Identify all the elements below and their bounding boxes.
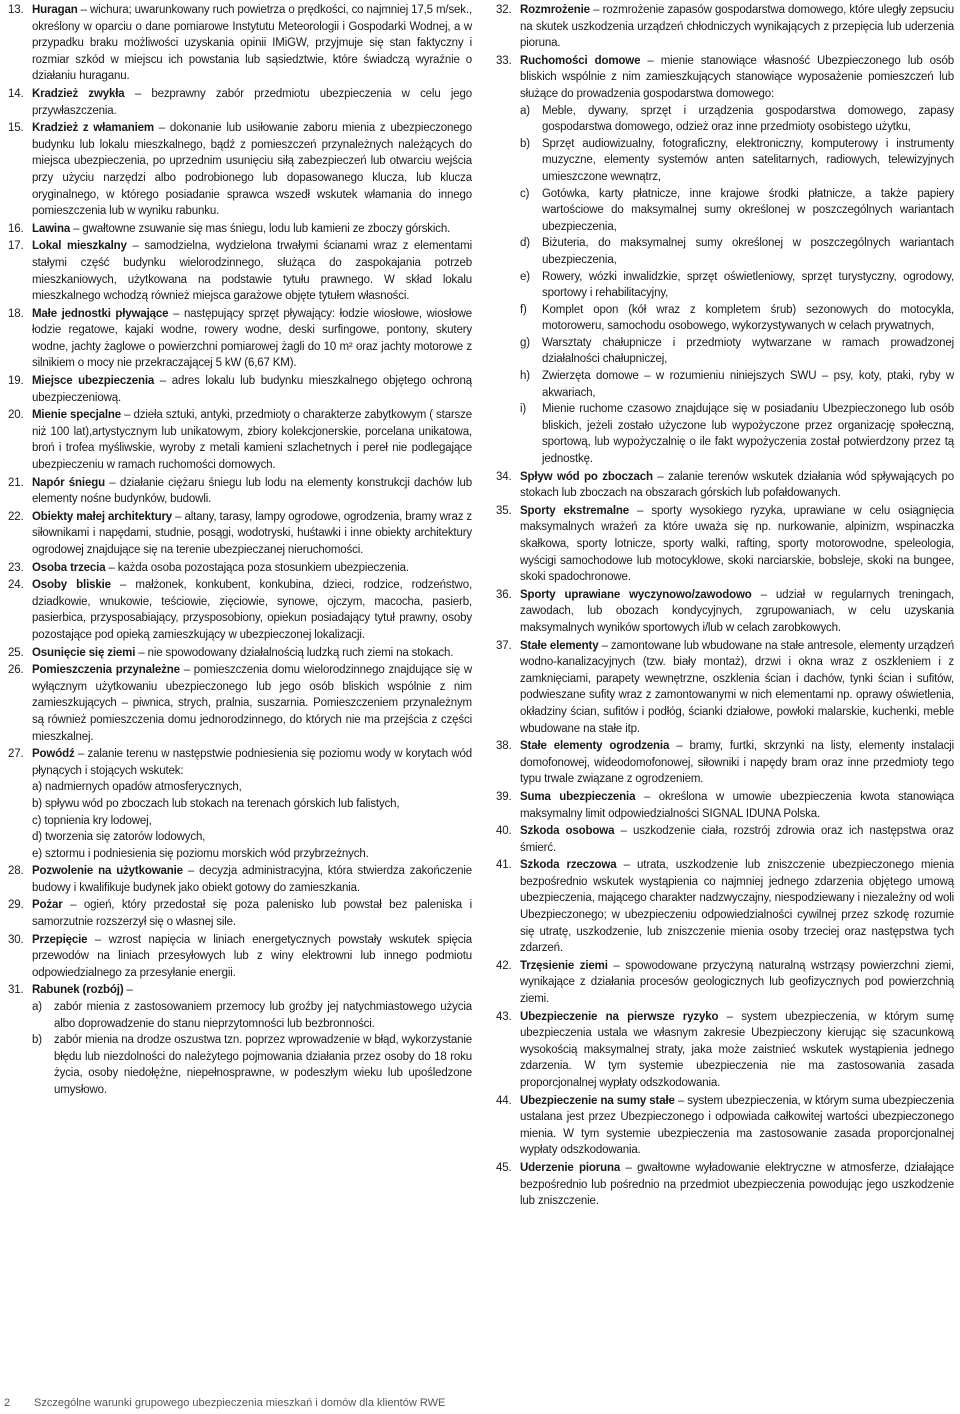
- definition-number: 18.: [8, 307, 24, 320]
- definition-item: [8, 863, 472, 896]
- definition-item: [496, 789, 954, 822]
- definition-term: Suma ubezpieczenia: [520, 790, 636, 803]
- definition-body: [32, 221, 472, 238]
- subitem-letter: b): [520, 137, 530, 150]
- definition-text: –: [123, 984, 133, 997]
- definition-body: [520, 503, 954, 586]
- definition-text: – następujący sprzęt pływający: łodzie wiosłowe, wiosłowe łodzie regatowe, kajaki wodne, rowery wodne, deski surfingowe, pontony, skutery wodne, jachty żaglowe o powierzchni pomiarowej żagli do 10 m² oraz jachty motorowe z silnikiem o mocy nie przekraczającej 5 kW (6,67 KM).: [32, 307, 472, 370]
- definition-number: 20.: [8, 409, 24, 422]
- definition-item: [496, 638, 954, 738]
- definition-text: – działanie ciężaru śniegu lub lodu na elementy konstrukcji dachów lub elementy nośne budynków, budowli.: [32, 476, 472, 506]
- definition-body: [520, 638, 954, 738]
- definition-number: 41.: [496, 859, 512, 872]
- definition-term: Ubezpieczenie na pierwsze ryzyko: [520, 1010, 719, 1023]
- definition-body: [32, 560, 472, 577]
- definition-body: [520, 1160, 954, 1210]
- definition-item: [8, 373, 472, 406]
- definition-item: [496, 738, 954, 788]
- definition-item: [8, 509, 472, 559]
- definition-text: – bramy, furtki, skrzynki na listy, elementy instalacji domofonowej, wideodomofonowej, siłowniki i napędy bram oraz inne przedmioty tego typu trwale związane z ogrodzeniem.: [520, 740, 954, 786]
- subitem-text: zabór mienia z zastosowaniem przemocy lub groźby jej natychmiastowego użycia albo doprowadzenie do stanu nieprzytomności lub bezbronności.: [54, 1001, 472, 1030]
- definition-number: 21.: [8, 476, 24, 489]
- definition-body: [32, 86, 472, 119]
- definition-body: [32, 2, 472, 85]
- definition-subline: a) nadmiernych opadów atmosferycznych,: [32, 781, 242, 794]
- definition-number: 30.: [8, 933, 24, 946]
- left-column: [8, 2, 472, 1100]
- definition-subitem: [520, 401, 954, 467]
- definition-text: – system ubezpieczenia, w którym suma ubezpieczenia ustalana jest przez Ubezpieczonego i odpowiada całkowitej wartości ubezpieczonego mienia. W tym systemie ubezpieczenia ma zastosowanie zasada proporcjonalnej wypłaty odszkodowania.: [520, 1094, 954, 1157]
- definition-number: 26.: [8, 664, 24, 677]
- definition-item: [8, 407, 472, 473]
- definition-term: Miejsce ubezpieczenia: [32, 375, 155, 388]
- definition-body: [32, 373, 472, 406]
- definition-number: 38.: [496, 740, 512, 753]
- definition-term: Kradzież zwykła: [32, 87, 125, 100]
- definition-number: 40.: [496, 825, 512, 838]
- definition-number: 23.: [8, 561, 24, 574]
- definition-subitem: [520, 235, 954, 268]
- definition-term: Kradzież z włamaniem: [32, 122, 154, 135]
- definition-text: – zalanie terenów wskutek działania wód spływających po stokach lub zboczach na obszarach górskich lub pofałdowanych.: [520, 470, 954, 500]
- definition-item: [496, 587, 954, 637]
- definition-text: – nie spowodowany działalnością ludzką ruch ziemi na stokach.: [135, 646, 454, 659]
- page-number: 2: [4, 1397, 11, 1409]
- subitem-letter: a): [32, 1001, 42, 1014]
- definition-item: [8, 662, 472, 745]
- definition-term: Huragan: [32, 4, 78, 16]
- definition-item: [8, 897, 472, 930]
- definition-item: [8, 746, 472, 862]
- definition-body: [32, 509, 472, 559]
- definition-text: – rozmrożenie zapasów gospodarstwa domowego, które uległy zepsuciu na skutek uszkodzenia urządzeń chłodniczych wynikających z przepięcia lub uderzenia pioruna.: [520, 4, 954, 50]
- definition-item: [8, 2, 472, 85]
- definition-body: [520, 53, 954, 468]
- definition-term: Szkoda rzeczowa: [520, 859, 617, 872]
- definition-term: Spływ wód po zboczach: [520, 470, 653, 483]
- subitem-letter: i): [520, 403, 527, 416]
- definition-number: 45.: [496, 1161, 512, 1174]
- definition-item: [496, 503, 954, 586]
- definition-text: – zamontowane lub wbudowane na stałe antresole, elementy urządzeń wodno-kanalizacyjnych (tzw. biały montaż), drzwi i okna wraz z oszkleniem i z zamknięciami, parapety wewnętrzne, oszklenia ścian i dachów, tynki ścian i sufitów, podwieszane sufity wraz z zamontowanymi w nich elementami np. oprawy oświetlenia, okładziny ścian, sufitów i podłóg, ścianki działowe, powłoki malarskie, kuchenki, meble wbudowane na stałe itp.: [520, 639, 954, 735]
- definition-item: [8, 86, 472, 119]
- definition-number: 16.: [8, 222, 24, 235]
- definition-text: – dzieła sztuki, antyki, przedmioty o charakterze zabytkowym ( starsze niż 100 lat),artystycznym lub unikatowym, zbiory kolekcjonerskie, porcelana unikatowa, broń i trofea myśliwskie, wyroby z metali kamieni szlachetnych i pereł nie podlegające ubezpieczeniu w ramach ruchomości domowych.: [32, 409, 473, 472]
- definition-subline: c) topnienia kry lodowej,: [32, 814, 152, 827]
- definition-term: Osoba trzecia: [32, 561, 106, 574]
- subitem-text: Komplet opon (kół wraz z kompletem śrub) sezonowych do motocykla, motoroweru, samochodu osobowego, wykorzystywanych w celach prywatnych,: [542, 303, 954, 333]
- definition-number: 24.: [8, 579, 24, 592]
- definition-term: Lokal mieszkalny: [32, 240, 127, 253]
- definition-text: – każda osoba pozostająca poza stosunkiem ubezpieczenia.: [105, 561, 409, 574]
- definition-subitem: [520, 136, 954, 186]
- definition-body: [520, 469, 954, 502]
- definition-subitem: [32, 1032, 472, 1098]
- definition-number: 43.: [496, 1010, 512, 1023]
- definition-body: [32, 306, 472, 372]
- definition-body: [520, 2, 954, 52]
- definition-body: [32, 746, 472, 862]
- definition-item: [496, 1009, 954, 1092]
- definition-body: [32, 982, 472, 1098]
- definition-number: 31.: [8, 984, 24, 997]
- definition-item: [8, 560, 472, 577]
- definition-number: 17.: [8, 240, 24, 253]
- definition-item: [496, 469, 954, 502]
- definition-item: [8, 645, 472, 662]
- definition-text: – altany, tarasy, lampy ogrodowe, ogrodzenia, bramy wraz z siłownikami i napędami, studnie, posągi, wodotryski, huśtawki i inne obiekty architektury ogrodowej znajdujące się na terenie ubezpieczanej nieruchomości.: [32, 510, 472, 556]
- definition-body: [520, 823, 954, 856]
- definition-number: 34.: [496, 470, 512, 483]
- subitem-letter: e): [520, 270, 530, 283]
- definition-term: Trzęsienie ziemi: [520, 959, 608, 972]
- definition-subline: e) sztormu i podniesienia się poziomu morskich wód przybrzeżnych.: [32, 847, 369, 860]
- definition-term: Szkoda osobowa: [520, 825, 615, 838]
- definition-item: [8, 120, 472, 220]
- definition-term: Ruchomości domowe: [520, 54, 641, 67]
- definition-body: [520, 1009, 954, 1092]
- definition-item: [496, 857, 954, 957]
- definition-number: 13.: [8, 4, 24, 16]
- definition-body: [32, 932, 472, 982]
- definition-text: – bezprawny zabór przedmiotu ubezpieczenia w celu jego przywłaszczenia.: [32, 87, 472, 117]
- definition-term: Powódź: [32, 748, 75, 761]
- subitem-letter: d): [520, 237, 530, 250]
- definition-item: [8, 238, 472, 304]
- definition-item: [8, 475, 472, 508]
- definition-term: Mienie specjalne: [32, 409, 122, 422]
- subitem-text: Warsztaty chałupnicze i przedmioty wytwarzane w ramach prowadzonej działalności chałupniczej,: [542, 336, 954, 366]
- subitem-text: Sprzęt audiowizualny, fotograficzny, elektroniczny, komputerowy i instrumenty muzyczne, elementy systemów anten satelitarnych, radiowych, telewizyjnych umieszczone wewnątrz,: [542, 137, 954, 183]
- definition-item: [496, 958, 954, 1008]
- definition-text: – pomieszczenia domu wielorodzinnego znajdujące się w wyłącznym użytkowaniu ubezpieczonego lub jego osób bliskich wspólnie z nim zamieszkujących – piwnica, strych, pralnia, suszarnia. Pomieszczeniem przynależnym są również pomieszczenia domu jednorodzinnego, do których nie ma przejścia z części mieszkalnej.: [32, 664, 473, 743]
- definition-text: – spowodowane przyczyną naturalną wstrząsy powierzchni ziemi, wynikające z działania procesów geologicznych lub geofizycznych pod powierzchnią ziemi.: [520, 959, 954, 1006]
- definition-text: – uszkodzenie ciała, rozstrój zdrowia oraz ich następstwa oraz śmierć.: [520, 825, 955, 854]
- definition-text: – wichura; uwarunkowany ruch powietrza o prędkości, co najmniej 17,5 m/sek., określony w oparciu o dane pomiarowe Instytutu Meteorologii i Gospodarki Wodnej, a w przypadku braku możliwości uzyskania opinii IMiGW, przyjmuje się stan faktyczny i rozmiar szkód w miejscu ich powstania lub sąsiedztwie, które świadczą wyraźnie o działaniu huraganu.: [32, 4, 472, 83]
- definition-subitem: [520, 368, 954, 401]
- definition-text: – samodzielna, wydzielona trwałymi ścianami wraz z elementami stałymi część budynku wielorodzinnego, służąca do zaspokajania potrzeb mieszkaniowych, użytkowana na podstawie tytułu prawnego. W skład lokalu mieszkalnego wchodzą również miejsca garażowe objęte tytułem własności.: [32, 240, 472, 303]
- subitem-letter: b): [32, 1034, 42, 1047]
- subitem-text: Zwierzęta domowe – w rozumieniu niniejszych SWU – psy, koty, ptaki, ryby w akwariach,: [542, 370, 954, 399]
- definition-item: [496, 2, 954, 52]
- definition-term: Uderzenie pioruna: [520, 1161, 621, 1174]
- definition-item: [496, 823, 954, 856]
- definition-body: [520, 1093, 954, 1159]
- definition-subitem: [520, 335, 954, 368]
- definition-number: 25.: [8, 646, 24, 659]
- definition-text: – gwałtowne wyładowanie elektryczne w atmosferze, działające bezpośrednio lub pośrednio na przedmiot ubezpieczenia powodując jego uszkodzenie lub zniszczenie.: [520, 1161, 955, 1208]
- subitem-letter: c): [520, 187, 530, 200]
- definition-item: [496, 1093, 954, 1159]
- definition-subitem: [32, 999, 472, 1032]
- definition-term: Ubezpieczenie na sumy stałe: [520, 1094, 675, 1107]
- subitem-letter: g): [520, 336, 530, 349]
- definition-text: – decyzja administracyjna, która stwierdza zakończenie budowy i kwalifikuje budynek jako obiekt gotowy do zamieszkania.: [32, 865, 473, 894]
- definition-subline: b) spływu wód po zboczach lub stokach na terenach górskich lub falistych,: [32, 797, 400, 810]
- definition-term: Pomieszczenia przynależne: [32, 664, 180, 677]
- definition-number: 27.: [8, 748, 24, 761]
- definition-body: [32, 407, 472, 473]
- definition-number: 22.: [8, 510, 24, 523]
- subitem-text: Mienie ruchome czasowo znajdujące się w posiadaniu Ubezpieczonego lub osób bliskich, jeżeli zostało użyczone lub wypożyczone przez organizację społeczną, sportową, lub wypożyczalnię o ile fakt wypożyczenia został potwierdzony przez tą jednostkę.: [542, 403, 954, 466]
- definition-term: Sporty uprawiane wyczynowo/zawodowo: [520, 588, 752, 601]
- definition-number: 37.: [496, 639, 512, 652]
- definition-number: 29.: [8, 899, 24, 912]
- definition-text: – sporty wysokiego ryzyka, uprawiane w celu osiągnięcia maksymalnych wrażeń za które uważa się np. nurkowanie, alpinizm, wspinaczka skałkowa, sporty lotnicze, sporty walki, rafting, sporty motorowodne, speleologia, wyścigi samochodowe lub motocyklowe, skoki narciarskie, bobsleje, skoki na bungee, skoki spadochronowe.: [520, 504, 954, 584]
- definition-term: Obiekty małej architektury: [32, 510, 173, 523]
- definition-item: [496, 1160, 954, 1210]
- definition-term: Rabunek (rozbój): [32, 984, 124, 997]
- definition-number: 36.: [496, 588, 512, 601]
- definition-item: [8, 932, 472, 982]
- footer-title: Szczególne warunki grupowego ubezpieczenia mieszkań i domów dla klientów RWE: [34, 1397, 446, 1409]
- definition-item: [8, 306, 472, 372]
- definition-text: – utrata, uszkodzenie lub zniszczenie ubezpieczonego mienia bezpośrednio wskutek wystąpienia co najmniej jednego zdarzenia objętego umową ubezpieczenia, mającego charakter nadzwyczajny, niespodziewany i niezależny od woli Ubezpieczonego; w ubezpieczeniu odpowiedzialności cywilnej przez szkodę rozumie się utratę, uszkodzenie, lub zniszczenie mienia osoby trzeciej oraz następstwa tych zdarzeń.: [520, 859, 954, 955]
- definition-text: – ogień, który przedostał się poza palenisko lub powstał bez paleniska i samorzutnie rozszerzył się o własnej sile.: [32, 899, 472, 929]
- definition-number: 14.: [8, 87, 24, 100]
- definition-subline: d) tworzenia się zatorów lodowych,: [32, 831, 206, 844]
- definition-body: [32, 120, 472, 220]
- definition-text: – adres lokalu lub budynku mieszkalnego objętego ochroną ubezpieczeniową.: [32, 375, 472, 404]
- subitem-text: Rowery, wózki inwalidzkie, sprzęt oświetleniowy, sprzęt turystyczny, ogrodowy, sportowy i rehabilitacyjny,: [542, 270, 954, 300]
- definition-number: 15.: [8, 122, 24, 135]
- definition-body: [32, 897, 472, 930]
- definition-text: – określona w umowie ubezpieczenia kwota stanowiąca maksymalny limit odpowiedzialności SIGNAL IDUNA Polska.: [520, 790, 955, 820]
- definition-text: – wzrost napięcia w liniach energetycznych powstały wskutek spięcia przewodów na liniach przesyłowych lub z winy elektrowni lub innego podmiotu odpowiedzialnego za przesyłanie energii.: [32, 933, 472, 979]
- definition-number: 28.: [8, 865, 24, 878]
- definition-body: [32, 863, 472, 896]
- definition-item: [8, 577, 472, 643]
- definition-text: – udział w regularnych treningach, zawodach, lub obozach kondycyjnych, zgrupowaniach, w celu uzyskania maksymalnych wyników sportowych i/lub w celach zarobkowych.: [520, 588, 955, 634]
- definition-item: [8, 221, 472, 238]
- subitem-letter: h): [520, 370, 530, 383]
- definition-text: – mienie stanowiące własność Ubezpieczonego lub osób bliskich wspólnie z nim zamieszkujących stanowiące wyposażenie pomieszczeń lub służące do prowadzenia gospodarstwa domowego:: [520, 54, 954, 100]
- definition-body: [32, 238, 472, 304]
- definition-term: Pozwolenie na użytkowanie: [32, 865, 183, 878]
- subitem-text: zabór mienia na drodze oszustwa tzn. poprzez wprowadzenie w błąd, wykorzystanie błędu lub niezdolności do należytego pojmowania działania przez osoby do 18 roku życia, osoby niedołężne, niepełnosprawne, w podeszłym wieku lub upośledzone umysłowo.: [54, 1034, 472, 1096]
- definition-item: [8, 982, 472, 1098]
- definition-term: Małe jednostki pływające: [32, 307, 169, 320]
- definition-text: – małżonek, konkubent, konkubina, dzieci, rodzice, rodzeństwo, dziadkowie, wnukowie, teściowie, zięciowie, synowe, ojczym, macocha, pasierb, pasierbica, przysposabiający, przysposobiony, opiekun posiadający tytuł prawny, osoby pozostające pod opieką zamieszkujący w ubezpieczonej lokalizacji.: [32, 579, 472, 641]
- definition-number: 44.: [496, 1094, 512, 1107]
- subitem-text: Meble, dywany, sprzęt i urządzenia gospodarstwa domowego, zapasy gospodarstwa domowego, odzież oraz inne przedmioty osobistego użytku,: [542, 104, 954, 134]
- definition-term: Stałe elementy ogrodzenia: [520, 740, 670, 753]
- definition-term: Sporty ekstremalne: [520, 504, 630, 517]
- definition-subitem: [520, 302, 954, 335]
- definition-body: [520, 789, 954, 822]
- definition-text: – system ubezpieczenia, w którym sumę ubezpieczenia ustala we własnym zakresie Ubezpieczony kierując się szacunkową wysokością maksymalnej straty, jaka może zaistnieć wskutek wystąpienia jednego zdarzenia. W tym systemie ubezpieczenia nie ma zastosowania zasada proporcjonalnej wypłaty odszkodowania.: [520, 1010, 955, 1089]
- definition-item: [496, 53, 954, 468]
- definition-body: [32, 475, 472, 508]
- definition-number: 32.: [496, 4, 512, 16]
- definition-number: 19.: [8, 375, 24, 388]
- subitem-text: Gotówka, karty płatnicze, inne krajowe środki płatnicze, a także papiery wartościowe do maksymalnej sumy określonej w poszczególnych wariantach ubezpieczenia,: [542, 187, 954, 233]
- definition-body: [520, 958, 954, 1008]
- definition-number: 39.: [496, 790, 512, 803]
- definition-number: 33.: [496, 54, 512, 67]
- definition-body: [32, 662, 472, 745]
- definition-subitem: [520, 269, 954, 302]
- definition-term: Pożar: [32, 899, 63, 912]
- definition-body: [32, 645, 472, 662]
- definition-subitem: [520, 186, 954, 236]
- definition-text: – dokonanie lub usiłowanie zaboru mienia z ubezpieczonego budynku lub lokalu mieszkalnego, bądź z pomieszczeń przynależnych należących do miejsca ubezpieczenia, po uprzednim usunięciu siłą zabezpieczeń lub otwarciu wejścia przy użyciu narzędzi albo podrobionego lub dopasowanego klucza, lub klucza oryginalnego, w którego posiadanie sprawca wszedł wskutek włamania do innego pomieszczenia lub w wyniku rabunku.: [32, 122, 472, 218]
- definition-number: 42.: [496, 959, 512, 972]
- definition-term: Lawina: [32, 222, 71, 235]
- definition-term: Osoby bliskie: [32, 579, 111, 592]
- definition-body: [32, 577, 472, 643]
- definition-term: Rozmrożenie: [520, 4, 590, 16]
- definition-term: Napór śniegu: [32, 476, 105, 489]
- definition-term: Stałe elementy: [520, 639, 599, 652]
- definition-text: – gwałtowne zsuwanie się mas śniegu, lodu lub kamieni ze zboczy górskich.: [70, 222, 451, 235]
- definition-body: [520, 857, 954, 957]
- definition-subitem: [520, 103, 954, 136]
- definition-term: Osunięcie się ziemi: [32, 646, 136, 659]
- subitem-letter: a): [520, 104, 530, 117]
- right-column: [496, 2, 954, 1211]
- definition-number: 35.: [496, 504, 512, 517]
- definition-text: – zalanie terenu w następstwie podniesienia się poziomu wody w korytach wód płynących i stojących wskutek:: [32, 748, 472, 777]
- definition-body: [520, 587, 954, 637]
- definition-body: [520, 738, 954, 788]
- subitem-text: Biżuteria, do maksymalnej sumy określonej w poszczególnych wariantach ubezpieczenia,: [542, 237, 954, 266]
- definition-term: Przepięcie: [32, 933, 88, 946]
- subitem-letter: f): [520, 303, 527, 316]
